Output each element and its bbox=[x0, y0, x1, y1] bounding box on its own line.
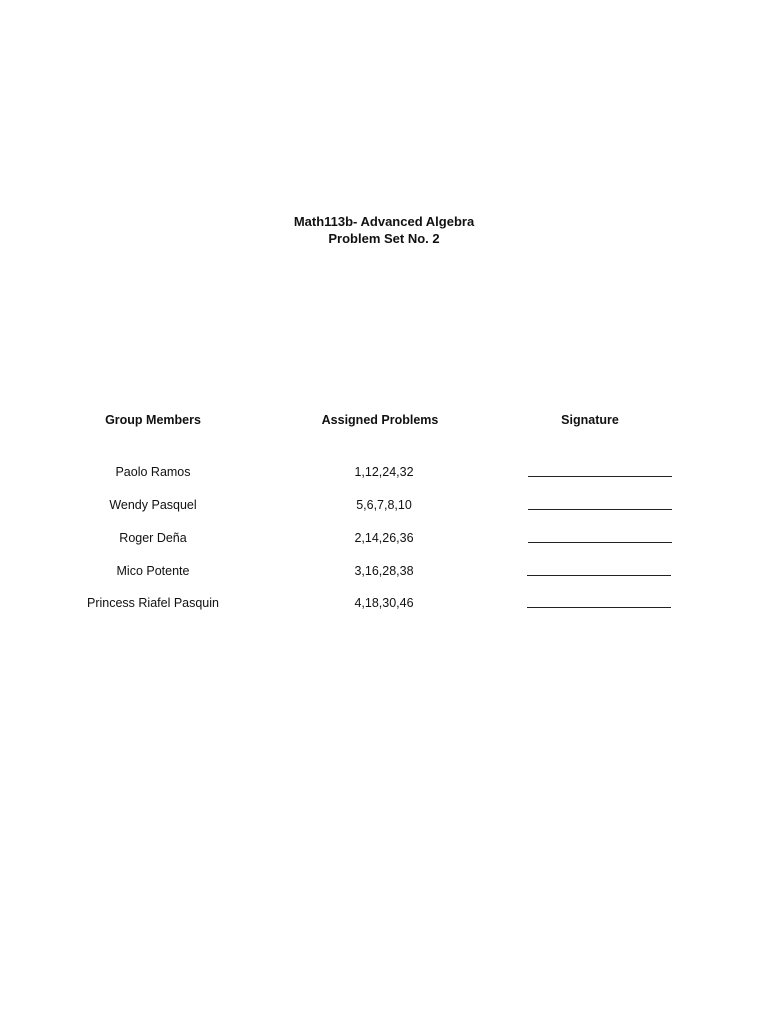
table-row bbox=[0, 562, 768, 580]
table-row bbox=[0, 496, 768, 514]
signature-line bbox=[528, 509, 672, 510]
document-title-block bbox=[0, 213, 768, 247]
member-name: Mico Potente bbox=[116, 564, 190, 578]
member-name: Wendy Pasquel bbox=[109, 498, 197, 512]
signature-line bbox=[528, 542, 672, 543]
document-title: Math113b- Advanced Algebra bbox=[293, 214, 475, 229]
assigned-problems: 3,16,28,38 bbox=[354, 564, 414, 578]
member-name: Princess Riafel Pasquin bbox=[86, 596, 219, 610]
header-group-members: Group Members bbox=[105, 413, 201, 427]
header-signature: Signature bbox=[561, 413, 619, 427]
header-assigned-problems: Assigned Problems bbox=[321, 413, 439, 427]
assigned-problems: 4,18,30,46 bbox=[354, 596, 414, 610]
document-subtitle: Problem Set No. 2 bbox=[328, 231, 440, 246]
table-row bbox=[0, 529, 768, 547]
assigned-problems: 5,6,7,8,10 bbox=[356, 498, 412, 512]
member-name: Paolo Ramos bbox=[115, 465, 191, 479]
table-row bbox=[0, 463, 768, 481]
signature-line bbox=[527, 607, 671, 608]
member-name: Roger Deña bbox=[119, 531, 187, 545]
signature-line bbox=[528, 476, 672, 477]
table-row bbox=[0, 594, 768, 612]
assigned-problems: 2,14,26,36 bbox=[354, 531, 414, 545]
signature-line bbox=[527, 575, 671, 576]
assigned-problems: 1,12,24,32 bbox=[354, 465, 414, 479]
